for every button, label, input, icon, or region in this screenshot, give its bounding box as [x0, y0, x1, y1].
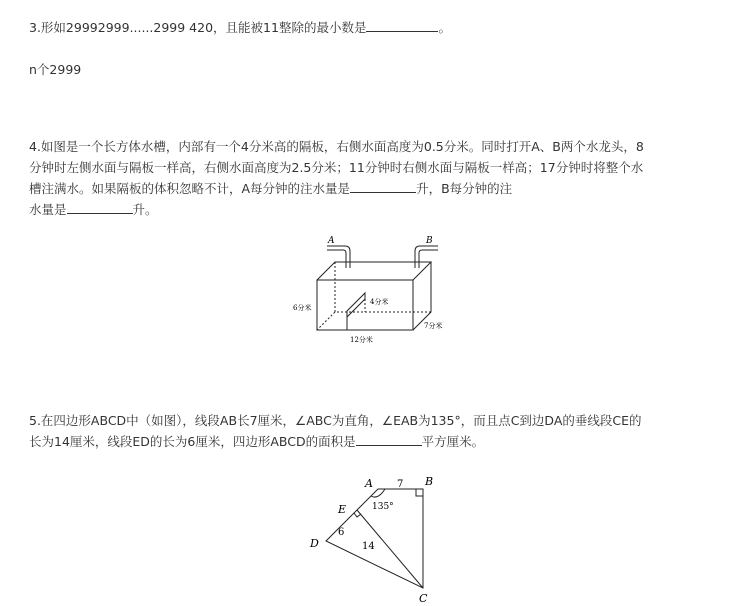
- angle-arc-a: [371, 489, 385, 497]
- question-3: [29, 17, 451, 38]
- point-a-label: A: [365, 477, 373, 490]
- question-5: [29, 410, 642, 452]
- q5-line-2-suffix: 平方厘米。: [421, 434, 485, 449]
- question-4: [29, 136, 644, 220]
- faucet-a-label: A: [328, 236, 335, 246]
- q5-line-1: 5.在四边形ABCD中（如图），线段AB长7厘米，∠ABC为直角，∠EAB为135°，而且点C到边DA的垂线段CE的: [29, 413, 642, 428]
- partition-label: 4分米: [370, 298, 389, 306]
- ab-length-label: 7: [397, 479, 404, 490]
- point-b-label: B: [425, 475, 434, 488]
- q3-note: n个2999: [29, 62, 82, 77]
- length-label: 12分米: [350, 336, 373, 344]
- faucet-b-label: B: [426, 236, 433, 246]
- q4-line-2: 分钟时左侧水面与隔板一样高，右侧水面高度为2.5分米；11分钟时右侧水面与隔板一样高；17分钟时将整个水: [29, 160, 644, 175]
- q4-line-4: [29, 199, 644, 220]
- height-label: 6分米: [293, 304, 312, 312]
- q5-line-2-text: 长为14厘米，线段ED的长为6厘米，四边形ABCD的面积是: [29, 434, 356, 449]
- depth-label: 7分米: [424, 322, 443, 330]
- q4-line-3: [29, 178, 644, 199]
- tank-right-face: [413, 262, 431, 330]
- q3-text: 3.形如29992999......2999 420，且能被11整除的最小数是: [29, 20, 367, 35]
- tank-top-face: [317, 262, 431, 280]
- ed-length-label: 6: [338, 527, 345, 538]
- q5-line-2: [29, 431, 642, 452]
- tank-partition: [347, 293, 365, 317]
- q4-line-3-text: 槽注满水。如果隔板的体积忽略不计，A每分钟的注水量是: [29, 181, 351, 196]
- point-c-label: C: [419, 592, 428, 605]
- q4-line-4-text: 水量是: [29, 202, 67, 217]
- ce-length-label: 14: [362, 541, 375, 552]
- right-angle-b: [416, 489, 423, 496]
- point-d-label: D: [310, 537, 319, 550]
- q4-line-3-mid: 升，B每分钟的注: [416, 181, 513, 196]
- faucet-a-pipe: [327, 246, 350, 268]
- q4-line-4-suffix: 升。: [132, 202, 158, 217]
- angle-135-label: 135°: [372, 502, 394, 512]
- faucet-b-pipe: [415, 246, 438, 268]
- q4-answer-blank-a: [350, 178, 416, 193]
- water-tank-figure: [290, 232, 460, 347]
- point-e-label: E: [338, 503, 347, 516]
- q4-line-1: 4.如图是一个长方体水槽，内部有一个4分米高的隔板，右侧水面高度为0.5分米。同时打开A、B两个水龙头，8: [29, 139, 644, 154]
- q3-answer-blank: [366, 17, 438, 32]
- q5-answer-blank: [356, 431, 422, 446]
- q3-suffix: 。: [438, 20, 451, 35]
- q4-answer-blank-b: [67, 199, 133, 214]
- quadrilateral-figure: [300, 470, 450, 606]
